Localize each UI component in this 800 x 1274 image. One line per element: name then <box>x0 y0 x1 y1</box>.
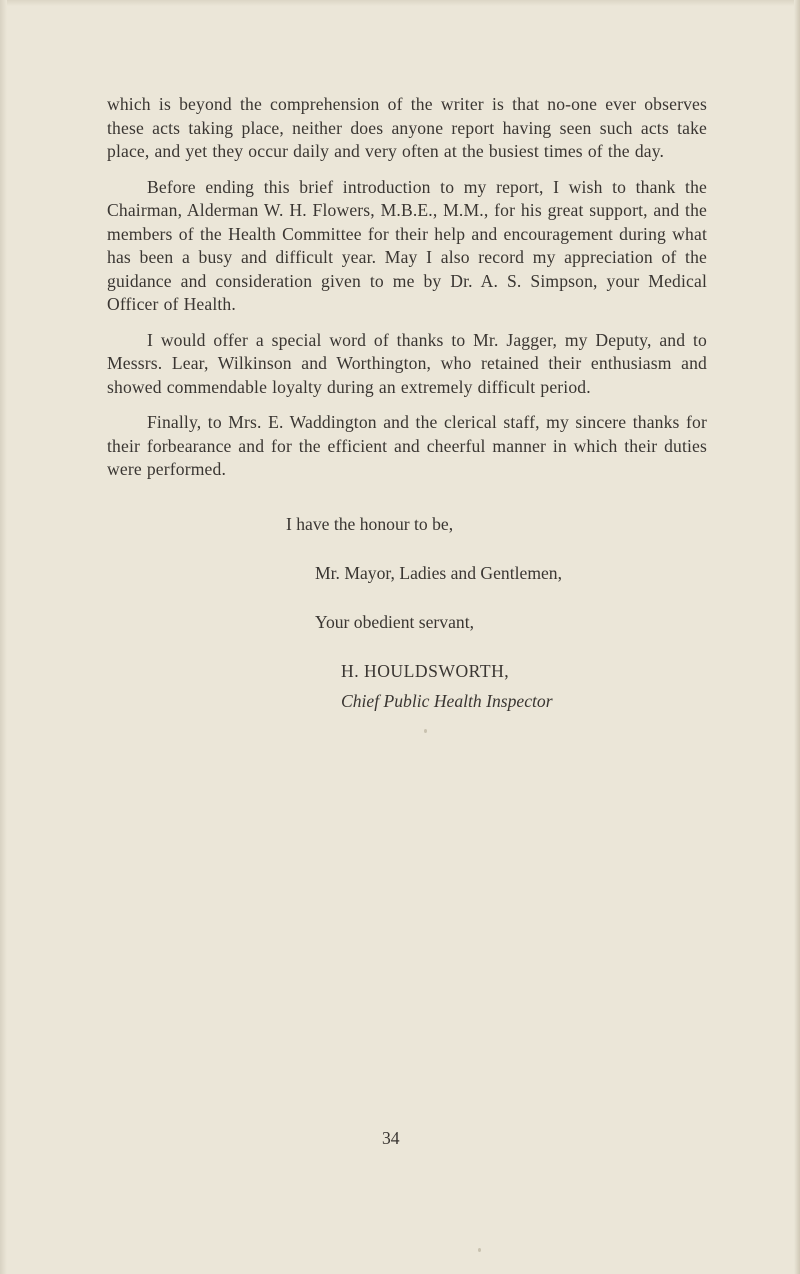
report-body <box>107 93 707 494</box>
paper-speck <box>424 729 427 733</box>
closing-servant: Your obedient servant, <box>315 612 474 632</box>
paragraph-thanks-clerical: Finally, to Mrs. E. Waddington and the clerical staff, my sincere thanks for their forbearance and for the efficient and cheerful manner in which their duties were performed. <box>107 412 707 479</box>
signature-name: H. HOULDSWORTH, <box>341 661 510 681</box>
page-number: 34 <box>382 1128 400 1148</box>
page-edge-left <box>0 0 7 1274</box>
signature-title: Chief Public Health Inspector <box>341 691 553 711</box>
page-edge-top <box>0 0 800 6</box>
closing-salutation: Mr. Mayor, Ladies and Gentlemen, <box>315 563 563 583</box>
paragraph-thanks-deputy: I would offer a special word of thanks to Mr. Jagger, my Deputy, and to Messrs. Lear, Wilkinson and Worthington, who retained their enthusiasm and showed commendable loyalty during an extremely difficult period. <box>107 329 707 397</box>
paragraph-thanks-chairman: Before ending this brief introduction to my report, I wish to thank the Chairman, Alderman W. H. Flowers, M.B.E., M.M., for his great support, and the members of the Health Committee for their help and encouragement during what has been a busy and difficult year. May I also record my appreciation of the guidance and consideration given to me by Dr. A. S. Simpson, your Medical Officer of Health. <box>107 176 707 314</box>
paper-speck <box>478 1248 481 1252</box>
paragraph-continuation: which is beyond the comprehension of the writer is that no-one ever observes these acts taking place, neither does anyone report having seen such acts take place, and yet they occur daily and very often at the busiest times of the day. <box>107 94 707 161</box>
closing-honour: I have the honour to be, <box>286 514 454 534</box>
page-edge-right <box>794 0 800 1274</box>
